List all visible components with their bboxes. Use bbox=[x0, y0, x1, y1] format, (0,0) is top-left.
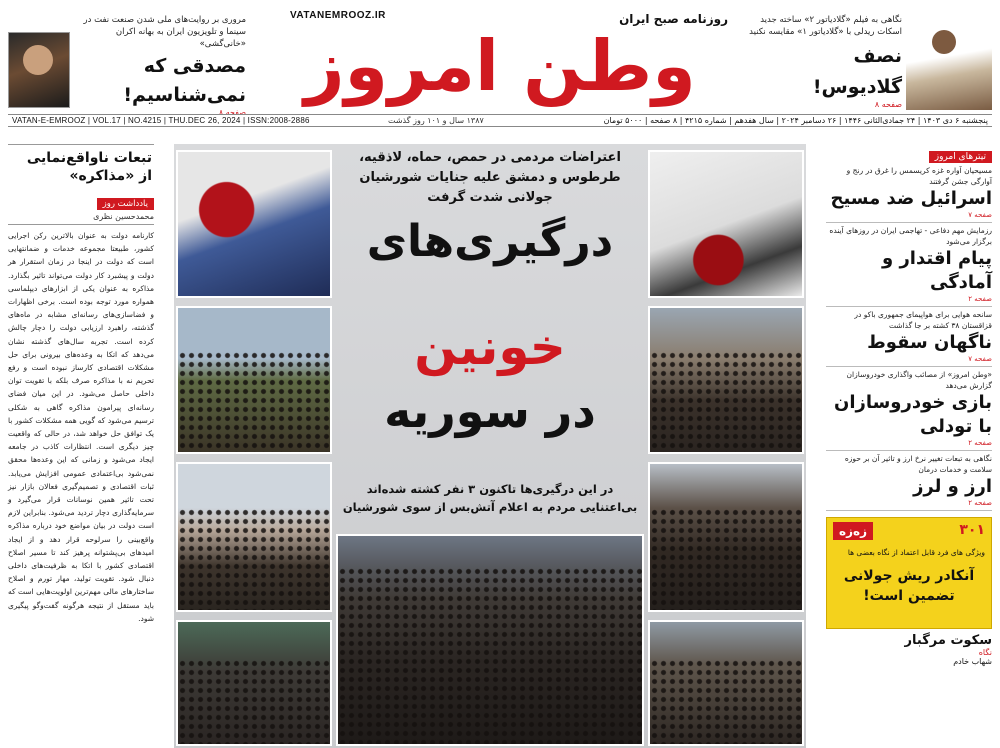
right-headline-line-1: نصف bbox=[853, 45, 902, 67]
issue-info-persian: پنجشنبه ۶ دی ۱۴۰۳ | ۲۴ جمادی‌الثانی ۱۴۴۶ | ۲۶ دسامبر ۲۰۲۴ | سال هفدهم | شماره ۴۲۱۵ | ۸ صفحه | ۵۰۰۰ تومان bbox=[603, 116, 988, 125]
sidebar-item-currency[interactable] bbox=[826, 451, 992, 511]
hero-photo-march bbox=[648, 306, 804, 454]
hero-photo-casualty bbox=[648, 150, 804, 298]
sidebar-item-crash[interactable] bbox=[826, 307, 992, 367]
left-teaser-text: مروری بر روایت‌های ملی شدن صنعت نفت در سینما و تلویزیون ایران به بهانه اکران «خانی‌گشی» bbox=[83, 15, 246, 49]
editorial-title[interactable]: تبعات ناواقع‌نمایی از «مذاکره» bbox=[8, 144, 154, 191]
newspaper-logo-block bbox=[262, 6, 738, 112]
editorial-badge: یادداشت روز bbox=[97, 198, 154, 210]
sidebar-item-page: صفحه ۲ bbox=[968, 499, 992, 507]
sidebar-item-headline: پیام اقتدار و آمادگی bbox=[881, 248, 992, 293]
hero-photo-crowd-night bbox=[648, 462, 804, 612]
satire-promo-box[interactable] bbox=[826, 517, 992, 629]
sidebar-item-headline: ارز و لرز bbox=[913, 476, 992, 497]
satire-teaser: ویژگی های فرد قابل اعتماد از نگاه بعضی ها bbox=[847, 548, 985, 557]
sidebar-item-page: صفحه ۷ bbox=[968, 355, 992, 363]
hero-photo-protest-street bbox=[176, 306, 332, 454]
right-headline-line-2: گلادیوس! bbox=[812, 76, 902, 98]
masthead-right-teaser[interactable] bbox=[744, 14, 992, 114]
editorial-body: کارنامه دولت به عنوان بالاترین رکن اجرایی کشور، طبیعتا مجموعه خدمات و ضمانتهایی است که دولت در اینجا در زمان استقرار هر دولت و پیشبرد کار دولت می‌تواند تاثیر بگذارد. مذاکره به عنوان یکی از ابزارهای دیپلماسی همواره مورد توجه بوده است. برخی اظهارات و فضاسازی‌های رسانه‌ای مشابه در ماه‌های گذشته، راهبرد ارزیابی دولت را دچار چالش کرده است. تجربه سال‌های گذشته نشان می‌دهد که اتکا به وعده‌های بیرونی برای حل مشکلات اقتصادی کارساز نبوده است و رفع تحریم نه با مذاکره صرف بلکه با تقویت توان داخلی حاصل می‌شود. در این میان فضای رسانه‌ای پیرامون مذاکره گاهی به شکلی ترسیم می‌شود که گویی همه مشکلات کشور با یک توافق حل خواهد شد، در حالی که واقعیت چیز دیگری است. انتظارات کاذب در جامعه ایجاد می‌شود و زمانی که این وعده‌ها محقق نمی‌شود بی‌اعتمادی عمومی افزایش می‌یابد. ثبات اقتصادی و تصمیم‌گیری فعالان بازار نیز تحت تاثیر همین نوسانات قرار می‌گیرد و سرمایه‌گذاری دچار تردید می‌شود. بنابراین لازم است دولت در بیان مواضع خود درباره مذاکره واقع‌بینی را سرلوحه قرار دهد و از ایجاد امیدهای بی‌پشتوانه پرهیز کند تا مسیر اصلاح اقتصادی کشور با اتکا به ظرفیت‌های داخلی دنبال شود. تقویت تولید، مهار تورم و اصلاح ساختارهای مالی مهم‌ترین اولویت‌هایی است که باید مستقل از نتیجه هرگونه گفت‌وگو پیگیری شود. bbox=[8, 231, 154, 623]
hero-description: در این درگیری‌ها تاکنون ۳ نفر کشته شده‌اند بی‌اعتنایی مردم به اعلام آتش‌بس از سوی شورشیان bbox=[342, 482, 638, 514]
sidebar-item-page: صفحه ۲ bbox=[968, 439, 992, 447]
sidebar-item-drill[interactable] bbox=[826, 223, 992, 307]
issue-info-anniversary: ۱۳۸۷ سال و ۱۰۱ روز گذشت bbox=[388, 116, 484, 125]
hero-subheadline: اعتراضات مردمی در حمص، حماه، لاذقیه، طرطوس و دمشق علیه جنایات شورشیان جولانی شدت گرفت bbox=[359, 150, 621, 205]
website-url[interactable]: VATANEMROOZ.IR bbox=[290, 10, 386, 21]
hero-photo-wounded bbox=[176, 150, 332, 298]
issue-info-english: VATAN-E-EMROOZ | VOL.17 | NO.4215 | THU.DEC 26, 2024 | ISSN:2008-2886 bbox=[12, 116, 310, 125]
sidebar-item-israel[interactable] bbox=[826, 163, 992, 223]
left-headline-line-1: مصدقی که bbox=[143, 55, 246, 77]
bottom-tag: نگاه bbox=[978, 648, 992, 657]
satire-headline: آنکادر ریش جولانی تضمین است! bbox=[843, 568, 975, 604]
mosaddegh-thumbnail bbox=[8, 32, 70, 108]
logo-subtitle: روزنامه صبح ایران bbox=[619, 12, 728, 26]
sidebar-item-teaser: سانحه هوایی برای هواپیمای جمهوری باکو در قزاقستان ۳۸ کشته بر جا گذاشت bbox=[854, 310, 992, 330]
hero-photo-protest-car bbox=[176, 620, 332, 746]
satire-issue-number: ۳۰۱ bbox=[959, 522, 985, 538]
sidebar-item-page: صفحه ۷ bbox=[968, 211, 992, 219]
hero-headline-line-2[interactable]: خونین bbox=[414, 318, 566, 376]
hero-photo-protest-buildings bbox=[176, 462, 332, 612]
hero-photo-mass-crowd bbox=[336, 534, 644, 746]
left-headline-line-2: نمی‌شناسیم! bbox=[123, 84, 246, 106]
hero-headline-line-1[interactable]: درگیری‌های bbox=[366, 216, 614, 267]
newspaper-logo: وطن امروز bbox=[304, 25, 696, 107]
bottom-author: شهاب خادم bbox=[953, 657, 992, 666]
editorial-author: محمدحسین نظری bbox=[8, 210, 154, 225]
todays-headlines-tag: تیترهای امروز bbox=[929, 151, 992, 163]
gladiator-thumbnail bbox=[906, 22, 992, 110]
hero-section bbox=[174, 144, 806, 748]
hero-headline-line-3[interactable]: در سوریه bbox=[384, 384, 596, 438]
sidebar-item-headline: ناگهان سقوط bbox=[867, 332, 992, 353]
sidebar-item-page: صفحه ۲ bbox=[968, 295, 992, 303]
sidebar-item-automakers[interactable] bbox=[826, 367, 992, 451]
sidebar-item-teaser: رزمایش مهم دفاعی - تهاجمی ایران در روزهای آینده برگزار می‌شود bbox=[829, 226, 992, 246]
hero-photo-crowd-street bbox=[648, 620, 804, 746]
satire-badge: زه‌زه bbox=[833, 522, 873, 540]
issue-info-bar bbox=[8, 114, 992, 127]
sidebar-item-teaser: «وطن امروز» از مصائب واگذاری خودروسازان گزارش می‌دهد bbox=[846, 370, 992, 390]
right-page-ref: صفحه ۸ bbox=[874, 100, 902, 109]
editorial-column bbox=[8, 144, 154, 744]
right-teaser-text: نگاهی به فیلم «گلادیاتور ۲» ساخته جدید اسکات ریدلی با «گلادیاتور ۱» مقایسه نکنید bbox=[749, 15, 902, 37]
masthead bbox=[0, 0, 1000, 117]
bottom-headline[interactable]: سکوت مرگبار bbox=[904, 633, 992, 648]
sidebar-item-teaser: نگاهی به تبعات تغییر نرخ ارز و تاثیر آن بر حوزه سلامت و خدمات درمان bbox=[844, 454, 992, 474]
sidebar-item-headline: اسرائیل ضد مسیح bbox=[830, 188, 992, 209]
sidebar-item-teaser: مسیحیان آواره غزه کریسمس را غرق در رنج و آوارگی جشن گرفتند bbox=[846, 166, 992, 186]
headlines-column bbox=[826, 144, 992, 744]
masthead-left-teaser[interactable] bbox=[8, 14, 246, 117]
left-page-ref: صفحه ۸ bbox=[218, 108, 246, 117]
sidebar-item-headline: بازی خودروسازان با تودلی bbox=[833, 392, 992, 437]
